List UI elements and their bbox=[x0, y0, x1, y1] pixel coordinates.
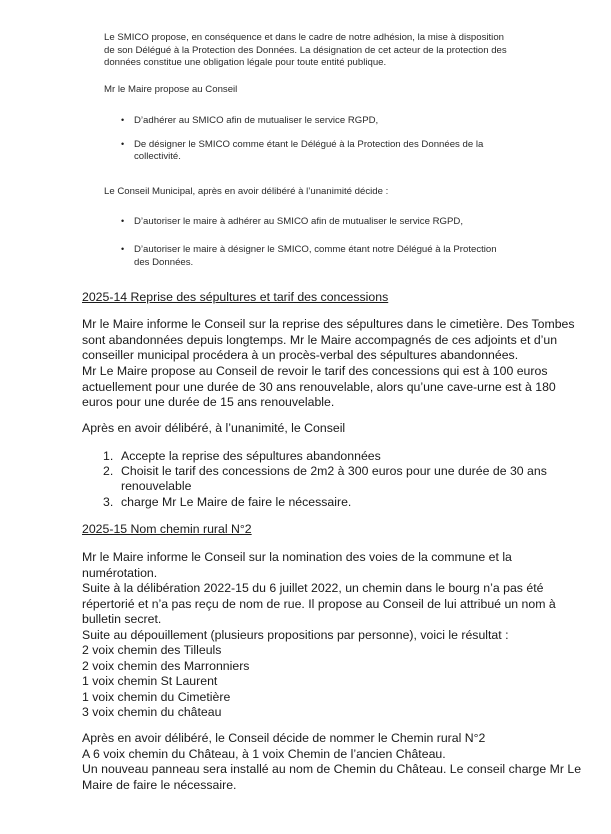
list-item: collectivité. bbox=[134, 151, 181, 162]
text-line: sont abandonnées depuis longtemps. Mr le Maire accompagnés de ces adjoints et d’un bbox=[82, 333, 558, 347]
list-item: D’autoriser le maire à désigner le SMICO, comme étant notre Délégué à la Protection bbox=[134, 244, 497, 255]
text-line: 2 voix chemin des Tilleuls bbox=[82, 643, 222, 657]
decision-lead: Le Conseil Municipal, après en avoir délibéré à l’unanimité décide : bbox=[104, 186, 389, 197]
text-line: Après en avoir délibéré, le Conseil décide de nommer le Chemin rural N°2 bbox=[82, 731, 486, 745]
text-line: Maire de faire le nécessaire. bbox=[82, 777, 237, 792]
text-line: 1 voix chemin du Cimetière bbox=[82, 689, 231, 704]
text-line: Suite au dépouillement (plusieurs propositions par personne), voici le résultat : bbox=[82, 627, 509, 642]
bullet-icon: • bbox=[121, 115, 125, 125]
text-line: données constitue une obligation légale pour toute entité publique. bbox=[104, 57, 387, 68]
text-line: Le SMICO propose, en conséquence et dans le cadre de notre adhésion, la mise à disposition bbox=[104, 32, 504, 43]
text-line: de son Délégué à la Protection des Données. La désignation de cet acteur de la protection des bbox=[104, 45, 507, 56]
list-item: charge Mr Le Maire de faire le nécessaire. bbox=[121, 495, 352, 509]
list-item: renouvelable bbox=[121, 479, 192, 493]
list-item: De désigner le SMICO comme étant le Délégué à la Protection des Données de la bbox=[134, 139, 484, 150]
text-line: Mr Le Maire propose au Conseil de revoir le tarif des concessions qui est à 100 euros bbox=[82, 364, 548, 378]
text-line: euros pour une durée de 15 ans renouvelable. bbox=[82, 395, 335, 409]
bullet-icon: • bbox=[121, 244, 125, 254]
section-heading: 2025-14 Reprise des sépultures et tarif des concessions bbox=[82, 290, 389, 304]
text-line: bulletin secret. bbox=[82, 612, 162, 626]
list-number: 2. bbox=[103, 464, 114, 478]
text-line: Suite à la délibération 2022-15 du 6 juillet 2022, un chemin dans le bourg n’a pas été bbox=[82, 581, 544, 595]
list-item: D’autoriser le maire à adhérer au SMICO afin de mutualiser le service RGPD, bbox=[134, 216, 463, 227]
list-item: Choisit le tarif des concessions de 2m2 à 300 euros pour une durée de 30 ans bbox=[121, 464, 547, 478]
list-number: 3. bbox=[103, 495, 114, 509]
text-line: répertorié et n’a pas reçu de nom de rue. Il propose au Conseil de lui attribué un nom à bbox=[82, 596, 556, 611]
section-heading: 2025-15 Nom chemin rural N°2 bbox=[82, 522, 252, 536]
list-item: des Données. bbox=[134, 257, 194, 268]
text-line: actuellement pour une durée de 30 ans renouvelable, alors qu’une cave-urne est à 180 bbox=[82, 380, 556, 394]
text-line: conseiller municipal procédera à un procès-verbal des sépultures abandonnées. bbox=[82, 348, 519, 362]
text-line: Mr le Maire informe le Conseil sur la reprise des sépultures dans le cimetière. Des Tombes bbox=[82, 317, 575, 331]
text-line: Un nouveau panneau sera installé au nom de Chemin du Château. Le conseil charge Mr Le bbox=[82, 762, 582, 776]
proposal-lead: Mr le Maire propose au Conseil bbox=[104, 84, 238, 95]
text-line: 3 voix chemin du château bbox=[82, 705, 222, 719]
list-item: Accepte la reprise des sépultures abandonnées bbox=[121, 449, 381, 463]
text-line: numérotation. bbox=[82, 565, 158, 580]
list-number: 1. bbox=[103, 449, 114, 463]
bullet-icon: • bbox=[121, 216, 125, 226]
text-line: 1 voix chemin St Laurent bbox=[82, 674, 218, 688]
text-line: 2 voix chemin des Marronniers bbox=[82, 658, 250, 673]
decision-lead: Après en avoir délibéré, à l’unanimité, le Conseil bbox=[82, 421, 346, 435]
bullet-icon: • bbox=[121, 139, 125, 149]
list-item: D’adhérer au SMICO afin de mutualiser le service RGPD, bbox=[134, 115, 379, 126]
text-line: A 6 voix chemin du Château, à 1 voix Chemin de l’ancien Château. bbox=[82, 746, 446, 761]
text-line: Mr le Maire informe le Conseil sur la nomination des voies de la commune et la bbox=[82, 550, 512, 564]
